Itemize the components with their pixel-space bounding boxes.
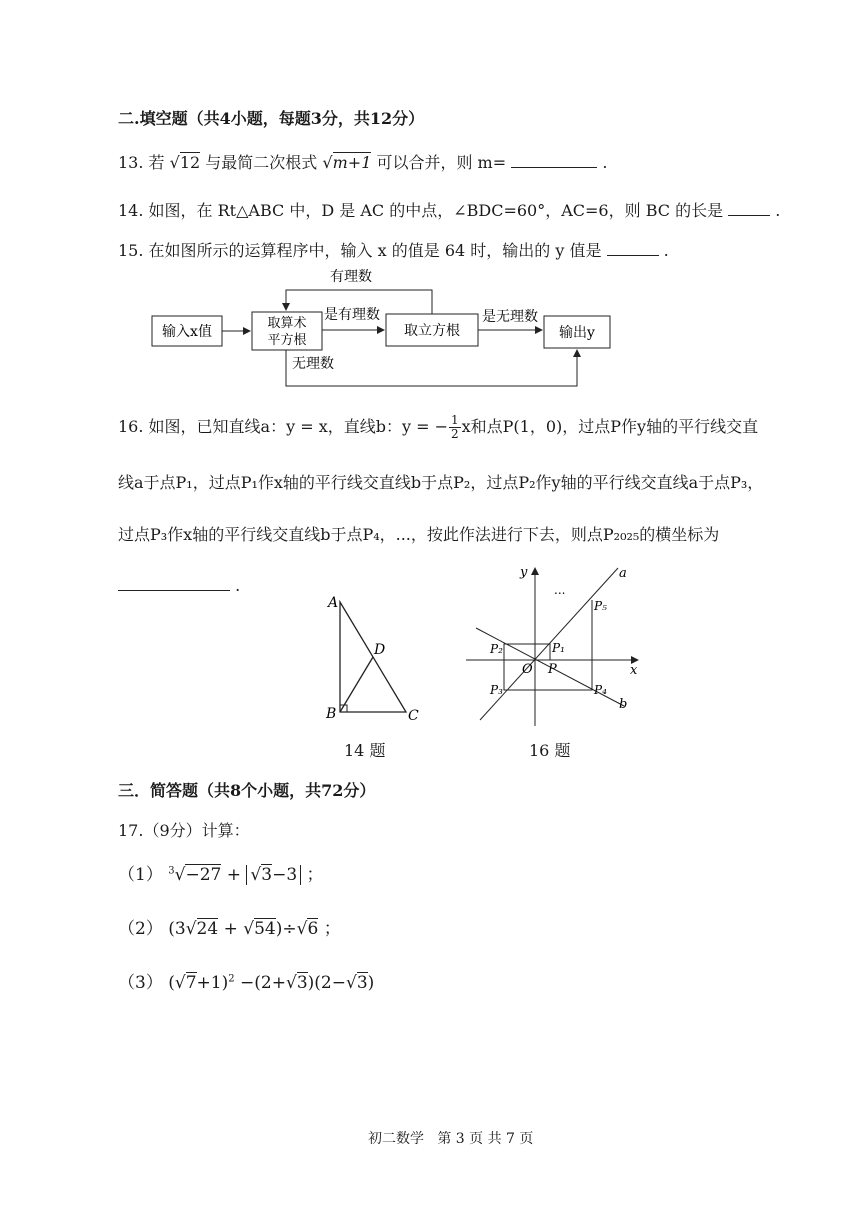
fig16-label-p1: P₁ [552, 641, 565, 655]
fig14-caption: 14 题 [344, 741, 386, 760]
q13-text-c: 可以合并，则 m= [376, 153, 507, 172]
fig16-dots: ... [554, 583, 566, 597]
q17-p3-c: )(2− [307, 973, 346, 993]
fig14-label-b: B [326, 706, 337, 722]
q17-p1-radicand: −27 [185, 865, 222, 885]
q17-part-3: （3） $(√7+1)^2 -(2+√3)(2-√3)$ [118, 973, 375, 993]
fig14-label-c: C [408, 708, 419, 724]
q17-p1-inner-radicand: 3 [261, 865, 273, 885]
flowchart [140, 262, 630, 396]
q16-end: . [235, 576, 241, 595]
question-17-title: 17.（9分）计算： [118, 821, 250, 840]
fig16-caption: 16 题 [529, 741, 571, 760]
question-16-line-2: 线a于点P₁，过点P₁作x轴的平行线交直线b于点P₂，过点P₂作y轴的平行线交直线a于点P₃， [118, 473, 764, 492]
q15-text: 15. 在如图所示的运算程序中，输入 x 的值是 64 时，输出的 y 值是 [118, 241, 602, 260]
flow-label-is-rational: 是有理数 [324, 307, 380, 323]
flow-label-irrational: 无理数 [292, 356, 334, 372]
q17-p3-open: ( [168, 973, 175, 993]
q16-fraction [449, 414, 461, 441]
q17-p3-label: （3） [118, 973, 163, 993]
q17-p3-sup: 2 [228, 973, 235, 985]
fig16-label-p5: P₅ [594, 599, 607, 613]
q17-p3-a: +1) [196, 973, 229, 993]
q17-p3-r1: 7 [185, 973, 197, 993]
fig14-label-a: A [328, 595, 339, 611]
section-2-title: 二.填空题（共4小题，每题3分，共12分） [118, 109, 425, 128]
figure-16 [462, 560, 652, 732]
q15-end: . [663, 241, 669, 260]
flow-label-rational: 有理数 [330, 269, 372, 285]
q17-p3-r2: 3 [296, 973, 308, 993]
figure-14 [318, 590, 428, 730]
flow-output-label: 输出y [559, 325, 595, 341]
q17-p1-plus: + [226, 865, 241, 885]
page-footer: 初二数学 第 3 页 共 7 页 [368, 1131, 534, 1147]
q13-text-a: 13. 若 [118, 153, 165, 172]
q17-p2-r1: 24 [196, 919, 219, 939]
q17-p1-abs: √3−3 [246, 865, 301, 885]
fig14-label-d: D [374, 642, 386, 658]
q14-answer-blank [728, 201, 770, 216]
q13-answer-blank [511, 153, 597, 168]
q17-p1-end: ； [306, 865, 324, 885]
fig16-label-o: O [522, 662, 533, 677]
q16-line1a: 16. 如图，已知直线a：y = x，直线b：y = − [118, 417, 448, 436]
q17-p3-d: ) [367, 973, 375, 993]
q17-p2-r2: 54 [254, 919, 276, 939]
question-16-line-3: 过点P₃作x轴的平行线交直线b于点P₄，...，按此作法进行下去，则点P₂₀₂₅的横坐标为 [118, 525, 720, 544]
q17-p1-index: 3 [168, 865, 175, 877]
q15-answer-blank [607, 241, 659, 256]
fig16-label-p: P [548, 662, 557, 677]
q14-end: . [775, 201, 781, 220]
flow-cube-label: 取立方根 [404, 323, 460, 339]
q17-part-2: （2） (3√24 + √54)÷√6 ； [118, 919, 341, 939]
q13-text-b: 与最简二次根式 [205, 153, 318, 172]
question-13 [118, 150, 607, 173]
flow-sqrt-label-1: 取算术 [267, 316, 307, 331]
section-3-title: 三．简答题（共8个小题，共72分） [118, 781, 376, 800]
q17-p2-label: （2） [118, 919, 163, 939]
q17-p1-label: （1） [118, 865, 163, 885]
fig16-label-p2: P₂ [490, 642, 503, 656]
q17-p2-open: (3 [168, 919, 186, 939]
q17-part-1: （1） $^3$√−27 + √3−3 ； [118, 865, 324, 885]
q17-p2-end: ； [323, 919, 341, 939]
flow-sqrt-label-2: 平方根 [267, 333, 307, 348]
q17-p1-minus: −3 [272, 865, 298, 885]
fig16-label-p4: P₄ [594, 683, 607, 697]
fig16-label-a: a [619, 566, 627, 581]
q17-p3-b: −(2+ [240, 973, 286, 993]
question-15 [118, 238, 669, 261]
fig16-label-p3: P₃ [490, 683, 503, 697]
question-14 [118, 198, 780, 221]
q16-answer-blank [118, 576, 230, 591]
question-16-line-4 [118, 576, 240, 595]
q13-sqrt-12: √12 [169, 153, 201, 172]
q17-p2-close: )÷ [275, 919, 297, 939]
fig16-label-y: y [520, 565, 528, 580]
fig14-segment-bd [340, 657, 373, 712]
q13-sqrt-m1: √m+1 [322, 153, 372, 172]
question-16-line-1 [118, 414, 758, 441]
fig16-label-x: x [630, 663, 638, 678]
flow-input-label: 输入x值 [162, 324, 212, 340]
q17-p2-plus: + [223, 919, 238, 939]
q16-frac-num: 1 [450, 413, 459, 427]
q16-line1b: x和点P(1，0)，过点P作y轴的平行线交直 [461, 417, 759, 436]
q13-end: . [602, 153, 608, 172]
q17-p2-r3: 6 [307, 919, 319, 939]
q16-frac-den: 2 [450, 427, 459, 441]
fig16-label-b: b [619, 697, 628, 712]
q17-p3-r3: 3 [356, 973, 368, 993]
q14-text: 14. 如图，在 Rt△ABC 中，D 是 AC 的中点，∠BDC=60°，AC=6，则 BC 的长是 [118, 201, 724, 220]
flow-label-is-irrational: 是无理数 [482, 309, 538, 325]
